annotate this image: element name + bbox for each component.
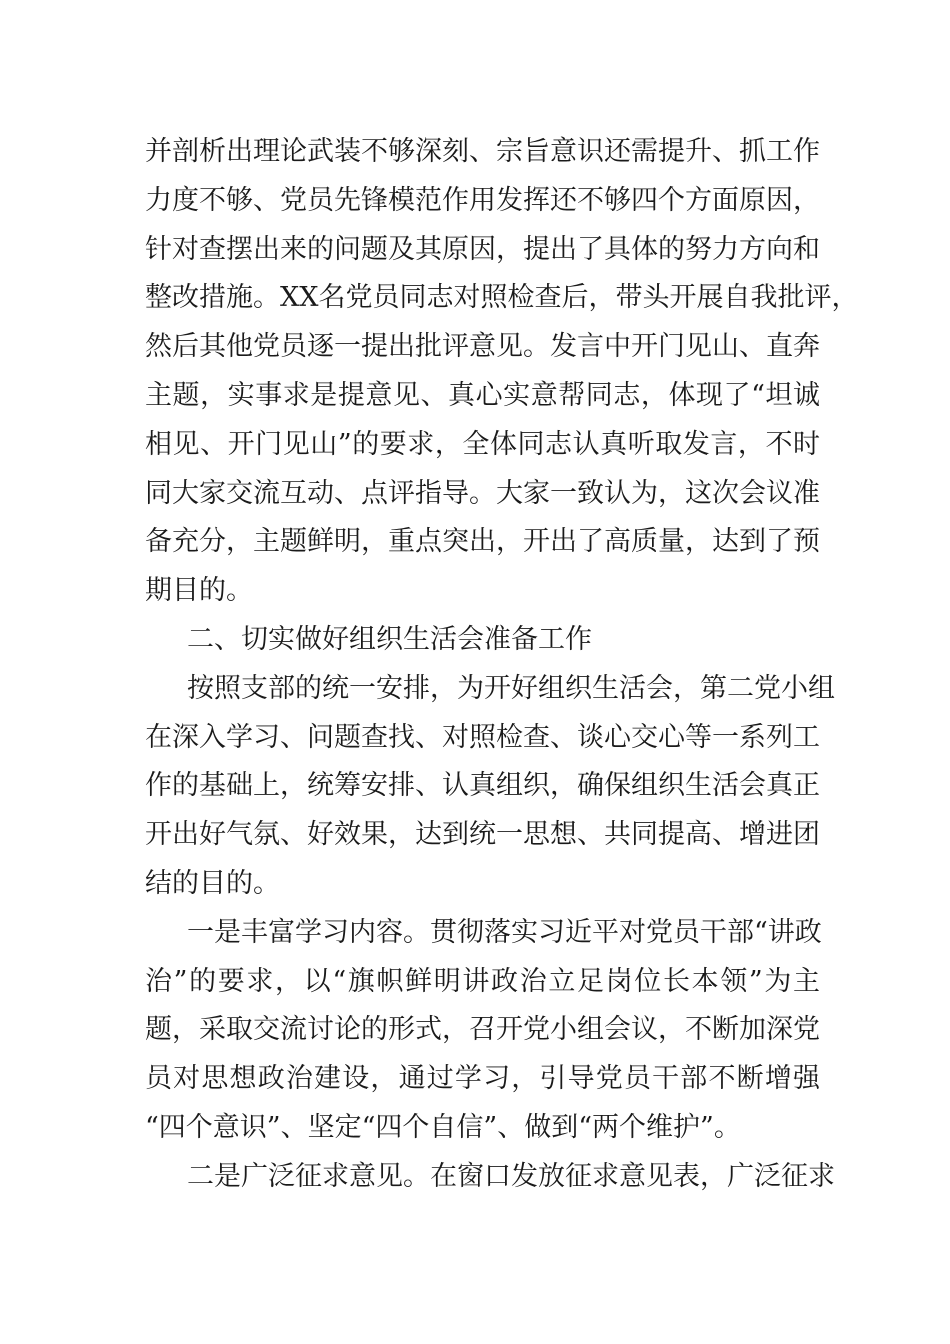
text-line: 相见、开门见山”的要求，全体同志认真听取发言，不时 xyxy=(145,428,820,460)
text-line: 针对查摆出来的问题及其原因，提出了具体的努力方向和 xyxy=(145,233,820,265)
document-body xyxy=(145,128,859,1202)
text-line: 并剖析出理论武装不够深刻、宗旨意识还需提升、抓工作 xyxy=(145,136,820,167)
text-line: 力度不够、党员先锋模范作用发挥还不够四个方面原因， xyxy=(145,184,820,216)
text-line: 主题，实事求是提意见、真心实意帮同志，体现了“坦诚 xyxy=(145,379,820,411)
text-line: 整改措施。XX名党员同志对照检查后，带头开展自我批评， xyxy=(145,282,859,314)
text-line: 一是丰富学习内容。贯彻落实习近平对党员干部“讲政 xyxy=(187,916,822,948)
text-line: 然后其他党员逐一提出批评意见。发言中开门见山、直奔 xyxy=(145,331,820,363)
text-line: “四个意识”、坚定“四个自信”、做到“两个维护”。 xyxy=(145,1111,741,1143)
text-line: 开出好气氛、好效果，达到统一思想、共同提高、增进团 xyxy=(145,819,820,851)
text-line: 二是广泛征求意见。在窗口发放征求意见表，广泛征求 xyxy=(187,1160,835,1192)
text-line: 结的目的。 xyxy=(145,867,280,899)
text-line: 在深入学习、问题查找、对照检查、谈心交心等一系列工 xyxy=(145,721,820,753)
text-line: 治”的要求，以“旗帜鲜明讲政治立足岗位长本领”为主 xyxy=(145,965,820,997)
text-line: 同大家交流互动、点评指导。大家一致认为，这次会议准 xyxy=(145,477,820,509)
text-line: 题，采取交流讨论的形式，召开党小组会议，不断加深党 xyxy=(145,1014,820,1046)
text-line: 按照支部的统一安排，为开好组织生活会，第二党小组 xyxy=(187,672,835,704)
text-line: 期目的。 xyxy=(145,575,253,607)
text-line: 员对思想政治建设，通过学习，引导党员干部不断增强 xyxy=(145,1063,820,1095)
text-line: 作的基础上，统筹安排、认真组织，确保组织生活会真正 xyxy=(145,770,820,802)
text-line: 备充分，主题鲜明，重点突出，开出了高质量，达到了预 xyxy=(145,526,820,558)
section-heading: 二、切实做好组织生活会准备工作 xyxy=(187,623,592,655)
